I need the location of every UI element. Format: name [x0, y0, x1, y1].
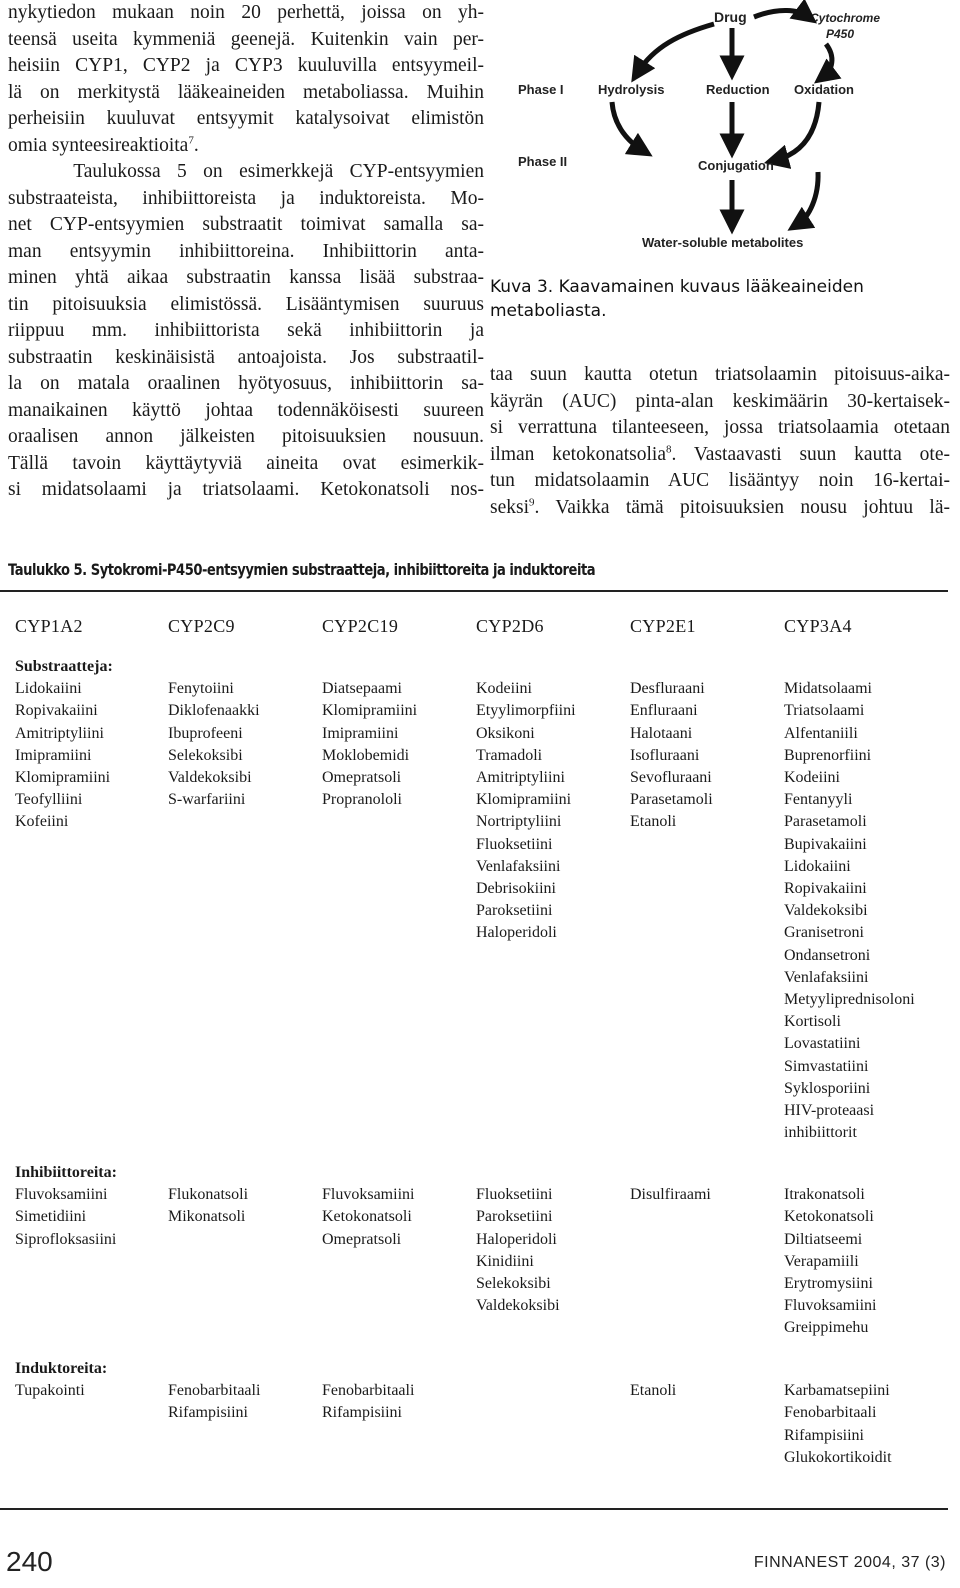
table-cell: Nortriptyliini: [476, 813, 562, 831]
table-cell: Propranololi: [322, 791, 402, 809]
table-cell: HIV-proteaasi: [784, 1102, 875, 1119]
table-cell: Rifampisiini: [168, 1404, 248, 1422]
table-rule-bottom: [0, 1508, 948, 1510]
table-cell: Granisetroni: [784, 924, 864, 942]
table-cell: Paroksetiini: [476, 1208, 553, 1226]
table-title: Taulukko 5. Sytokromi-P450-entsyymien substraatteja, inhibiittoreita ja induktoreita: [8, 560, 596, 579]
table-cell: Fluvoksamiini: [15, 1186, 108, 1204]
table-cell: inhibiittorit: [784, 1124, 857, 1142]
table-cell: Tupakointi: [15, 1382, 85, 1400]
table-cell: Karbamatsepiini: [784, 1382, 890, 1400]
table-cell: Klomipramiini: [322, 702, 418, 720]
table-cell: Alfentaniili: [784, 724, 858, 742]
reduction-label: Reduction: [706, 82, 770, 97]
table-cell: Ropivakaiini: [784, 880, 867, 897]
text-fragment: . Vaikka tämä pitoisuuksien nousu johtuu lä-: [534, 496, 950, 518]
text-line: [8, 133, 484, 160]
text-line: man entsyymin inhibiittoreina. Inhibiittorin anta-: [8, 240, 484, 262]
table-cell: Ibuprofeeni: [168, 724, 243, 742]
table-cell: Siprofloksasiini: [15, 1230, 117, 1248]
oxidation-label: Oxidation: [794, 82, 854, 97]
table-cell: Midatsolaami: [784, 680, 872, 698]
table-cell: Kortisoli: [784, 1013, 841, 1031]
text-line: [490, 495, 950, 522]
table-cell: Moklobemidi: [322, 746, 410, 764]
table-cell: Kofeiini: [15, 813, 69, 831]
table-cell: Syklosporiini: [784, 1079, 871, 1097]
table-cell: Simvastatiini: [784, 1057, 869, 1075]
text-line: Taulukossa 5 on esimerkkejä CYP-entsyymien: [8, 161, 484, 182]
table-cell: Fenytoiini: [168, 680, 234, 698]
body-text-right: [490, 362, 950, 521]
table-cell: Halotaani: [630, 724, 693, 742]
table-cell: Triatsolaami: [784, 702, 865, 720]
table-cell: Rifampisiini: [322, 1404, 402, 1422]
column-header: CYP2C9: [168, 616, 235, 636]
table-cell: Fluoksetiini: [476, 835, 553, 853]
text-line: Tällä tavoin käyttäytyviä aineita ovat esimerkik-: [8, 452, 484, 474]
table-cell: Rifampisiini: [784, 1426, 864, 1444]
table-cell: Fenobarbitaali: [168, 1382, 261, 1400]
table-cell: Diklofenaakki: [168, 702, 260, 720]
page-number: 240: [6, 1546, 53, 1577]
table-cell: Lidokaiini: [784, 857, 851, 875]
table-cell: Imipramiini: [322, 724, 399, 742]
table-cell: Tramadoli: [476, 746, 543, 764]
table-cell: Bupivakaiini: [784, 835, 867, 853]
table-cell: Fenobarbitaali: [784, 1404, 877, 1422]
text-line: [490, 442, 950, 469]
column-header: CYP3A4: [784, 616, 852, 636]
table-cell: Lovastatiini: [784, 1035, 861, 1053]
table-cell: Lidokaiini: [15, 680, 82, 698]
table-cell: Etanoli: [630, 1382, 677, 1400]
table-cell: Valdekoksibi: [784, 902, 868, 920]
text-fragment: ilman ketokonatsolia: [490, 443, 666, 465]
text-line: teensä useita kymmeniä geenejä. Kuitenkin vain per-: [8, 28, 484, 50]
table-cell: Mikonatsoli: [168, 1208, 246, 1226]
text-line: oraalisen annon jälkeisten pitoisuuksien nousuun.: [8, 426, 484, 447]
column-header: CYP2C19: [322, 616, 399, 636]
text-fragment: . Vastaavasti suun kautta ote-: [671, 443, 950, 465]
reference-number: 9: [529, 496, 535, 508]
table-cell: Parasetamoli: [630, 791, 713, 809]
table-cell: Enfluraani: [630, 702, 698, 720]
text-line: taa suun kautta otetun triatsolaamin pitoisuus-aika-: [490, 364, 950, 385]
table-cell: Ondansetroni: [784, 946, 871, 964]
table-cell: Verapamiili: [784, 1252, 859, 1270]
table-cell: Teofylliini: [15, 791, 83, 809]
table-cell: Selekoksibi: [168, 746, 243, 764]
water-soluble-label: Water-soluble metabolites: [642, 235, 804, 250]
table-cell: Fenobarbitaali: [322, 1382, 415, 1400]
table-cell: Omepratsoli: [322, 1230, 402, 1248]
table-cell: Amitriptyliini: [15, 724, 104, 742]
column-header: CYP1A2: [15, 616, 83, 636]
metabolism-diagram: [514, 2, 881, 264]
table-cell: Kodeiini: [784, 769, 840, 786]
text-fragment: .: [193, 134, 199, 156]
table-cell: Ropivakaiini: [15, 702, 98, 720]
conjugation-label: Conjugation: [698, 158, 774, 173]
table-cell: Fluvoksamiini: [322, 1186, 415, 1204]
text-line: riippuu mm. inhibiittorista sekä inhibiittorin ja: [8, 320, 484, 341]
caption-line: metaboliasta.: [490, 301, 607, 321]
arrow: [798, 172, 818, 224]
table-cell: Valdekoksibi: [168, 769, 252, 786]
cytochrome-label: Cytochrome: [810, 11, 881, 25]
table-cell: Selekoksibi: [476, 1275, 551, 1292]
table-cell: Kinidiini: [476, 1252, 534, 1270]
table-cell: Flukonatsoli: [168, 1186, 249, 1204]
arrow: [776, 102, 819, 160]
section-label: Substraatteja:: [15, 658, 113, 675]
table-cell: Fluoksetiini: [476, 1186, 553, 1204]
p450-label: P450: [826, 27, 855, 41]
table-cell: S-warfariini: [168, 791, 246, 809]
text-line: si midatsolaami ja triatsolaami. Ketokonatsoli nos-: [8, 479, 484, 500]
table-cell: Haloperidoli: [476, 924, 557, 942]
text-line: perheisiin kuuluvat entsyymit katalysoivat elimistön: [8, 108, 484, 129]
table-cell: Desfluraani: [630, 680, 705, 698]
arrow: [824, 44, 832, 76]
table-cell: Simetidiini: [15, 1208, 87, 1226]
table-cell: Klomipramiini: [15, 769, 111, 786]
table-cell: Venlafaksiini: [476, 857, 561, 875]
text-line: minen yhtä aikaa substraatin kanssa lisää substraa-: [8, 267, 484, 288]
table-cell: Debrisokiini: [476, 880, 556, 897]
figure-caption: [490, 275, 950, 323]
table-cell: Etyylimorpfiini: [476, 702, 576, 720]
table-cell: Etanoli: [630, 813, 677, 831]
table-cell: Omepratsoli: [322, 769, 402, 786]
table-cell: Diatsepaami: [322, 680, 402, 698]
table-cell: Ketokonatsoli: [322, 1208, 412, 1226]
text-line: net CYP-entsyymien substraatit toimivat samalla sa-: [8, 214, 484, 235]
text-line: manaikainen käyttö johtaa todennäköisesti suureen: [8, 399, 484, 421]
text-line: substraateista, inhibiittoreista ja induktoreista. Mo-: [8, 187, 484, 209]
text-fragment: omia synteesireaktioita: [8, 134, 189, 156]
text-line: tun midatsolaamin AUC lisääntyy noin 16-kertai-: [490, 470, 950, 491]
table-cell: Greippimehu: [784, 1319, 869, 1337]
table-cell: Erytromysiini: [784, 1275, 873, 1292]
table-cell: Oksikoni: [476, 724, 535, 742]
table-cell: Kodeiini: [476, 680, 532, 698]
text-line: si verrattuna tilanteeseen, jossa triatsolaamia otetaan: [490, 417, 950, 438]
reference-number: 7: [188, 134, 194, 146]
table-cell: Venlafaksiini: [784, 968, 869, 986]
text-line: lä on merkitystä lääkeaineiden metaboliassa. Muihin: [8, 81, 484, 103]
text-line: käyrän (AUC) pinta-alan keskimäärin 30-kertaisek-: [490, 390, 950, 412]
table-cell: Amitriptyliini: [476, 769, 565, 786]
table-cell: Imipramiini: [15, 746, 92, 764]
arrow: [638, 24, 714, 72]
text-line: la on matala oraalinen hyötyosuus, inhibiittorin sa-: [8, 373, 484, 394]
table-cell: Buprenorfiini: [784, 746, 872, 764]
table-cell: Diltiatseemi: [784, 1230, 863, 1248]
hydrolysis-label: Hydrolysis: [598, 82, 665, 97]
table-rule-top: [0, 590, 948, 592]
table-cell: Fentanyyli: [784, 791, 853, 809]
table-cell: Paroksetiini: [476, 902, 553, 920]
arrow: [612, 102, 642, 150]
caption-line: Kuva 3. Kaavamainen kuvaus lääkeaineiden: [490, 277, 864, 297]
text-fragment: seksi: [490, 496, 529, 518]
section-label: Inhibiittoreita:: [15, 1164, 117, 1181]
table-cell: Klomipramiini: [476, 791, 572, 809]
column-header: CYP2D6: [476, 616, 544, 636]
table-cell: Isofluraani: [630, 746, 700, 764]
table-cell: Disulfiraami: [630, 1186, 711, 1204]
table-cell: Ketokonatsoli: [784, 1208, 874, 1226]
text-line: heisiin CYP1, CYP2 ja CYP3 kuuluvilla entsyymeil-: [8, 55, 484, 76]
section-label: Induktoreita:: [15, 1360, 108, 1377]
phase1-label: Phase I: [518, 82, 564, 97]
table-cell: Metyyliprednisoloni: [784, 991, 915, 1008]
table-cell: Valdekoksibi: [476, 1297, 560, 1315]
table-cell: Sevofluraani: [630, 769, 712, 786]
column-header: CYP2E1: [630, 616, 696, 636]
text-line: tin pitoisuuksia elimistössä. Lisääntymisen suuruus: [8, 293, 484, 315]
journal-reference: FINNANEST 2004, 37 (3): [753, 1554, 946, 1571]
table-cell: Fluvoksamiini: [784, 1297, 877, 1315]
arrow: [754, 10, 807, 17]
text-line: substraatin keskinäisistä antoajoista. Jos substraatil-: [8, 346, 484, 368]
phase2-label: Phase II: [518, 154, 568, 169]
table-cell: Glukokortikoidit: [784, 1448, 892, 1466]
reference-number: 8: [666, 443, 672, 455]
body-text-left: [8, 0, 484, 504]
table-cell: Haloperidoli: [476, 1230, 557, 1248]
table-cell: Parasetamoli: [784, 813, 867, 831]
text-line: nykytiedon mukaan noin 20 perhettä, joissa on yh-: [8, 2, 484, 23]
drug-label: Drug: [714, 9, 747, 25]
table-cell: Itrakonatsoli: [784, 1186, 865, 1204]
